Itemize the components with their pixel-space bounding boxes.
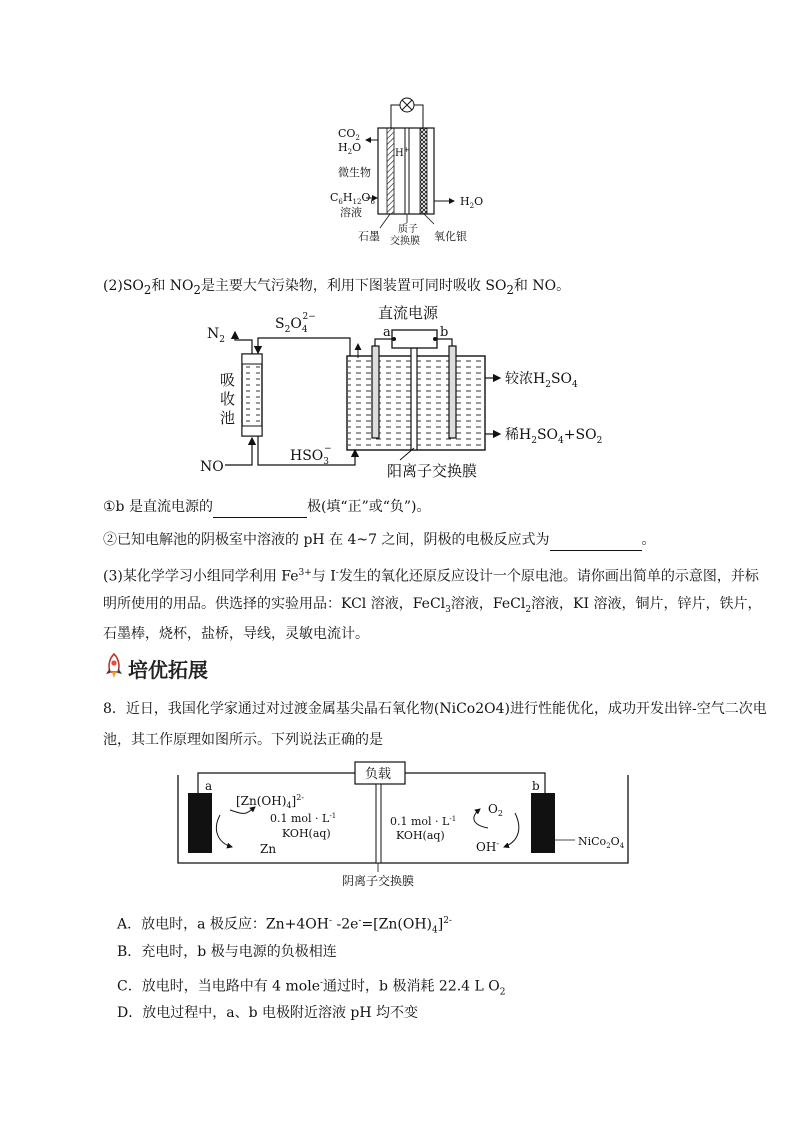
answer-blank-2[interactable]	[550, 530, 642, 551]
microbial-cell-diagram	[330, 88, 510, 253]
option-a[interactable]: A．放电时，a 极反应：Zn+4OH- $-2e^-=[Zn(OH)_4]^{2-}$	[117, 916, 452, 936]
o2-label: $O_2$	[488, 802, 503, 818]
anion-membrane-label: 阴离子交换膜	[342, 874, 415, 888]
question-8-line-2: 池，其工作原理如图所示。下列说法正确的是	[103, 732, 383, 748]
zinc-air-battery-diagram	[170, 755, 640, 895]
question-2-2: ②已知电解池的阴极室中溶液的 pH 在 4~7 之间，阴极的电极反应式为 。	[103, 530, 656, 551]
microbe-label: 微生物	[338, 166, 371, 179]
electrolysis-diagram	[195, 298, 615, 488]
graphite-label: 石墨	[358, 230, 380, 243]
absorb-label-1: 吸	[220, 371, 236, 389]
h2o-out-label: $H_2O$	[338, 141, 362, 156]
h-plus-label: H+	[395, 146, 410, 159]
h2o-right-label: $H_2O$	[460, 195, 484, 210]
cation-membrane-label: 阳离子交换膜	[387, 462, 478, 480]
section-title: 培优拓展	[128, 658, 208, 682]
dilute-h2so4-label: 稀$H_2SO_4+SO_2$	[505, 427, 603, 446]
power-supply-label: 直流电源	[378, 304, 439, 322]
question-3-line-1: (3)某化学学习小组同学利用 $Fe^{3+}$与 I-发生的氧化还原反应设计一个原电池。请你画出简单的示意图，并标	[103, 568, 759, 585]
terminal-b-label: b	[440, 325, 449, 340]
zincate-label: $[Zn(OH)_4]^{2-}$	[236, 793, 304, 810]
koh-left-conc: 0.1 mol · $L^{-1}$	[270, 812, 337, 825]
question-3-line-2: 明所使用的用品。供选择的实验用品：KCl 溶液，FeCl$_3$溶液，FeCl$_2$溶液，KI 溶液，铜片，锌片，铁片，	[103, 596, 762, 615]
answer-blank-1[interactable]	[213, 497, 307, 518]
absorb-label-2: 收	[220, 390, 236, 408]
koh-right-label: KOH(aq)	[396, 829, 445, 842]
rocket-icon	[102, 653, 126, 679]
option-c[interactable]: C．放电时，当电路中有 4 mole-通过时，b 极消耗 22.4 L $O_2$	[117, 978, 506, 998]
conc-h2so4-label: 较浓$H_2SO_4$	[505, 371, 578, 390]
question-3-line-3: 石墨棒，烧杯，盐桥，导线，灵敏电流计。	[103, 626, 369, 642]
proton-membrane-label-1: 质子	[398, 224, 418, 235]
question-2-1: ①b 是直流电源的 极(填“正”或“负”)。	[103, 497, 431, 518]
koh-right-conc: 0.1 mol · $L^{-1}$	[390, 815, 457, 828]
electrode-b-label: b	[532, 779, 540, 793]
n2-label: $N_2$	[207, 326, 225, 345]
terminal-a-label: a	[383, 325, 391, 340]
s2o4-label: $S_2O_42-$	[275, 312, 316, 335]
co2-label: $CO_2$	[338, 127, 360, 142]
option-b[interactable]: B．充电时，b 极与电源的负极相连	[117, 944, 337, 960]
question-8-line-1: 8．近日，我国化学家通过对过渡金属基尖晶石氧化物(NiCo2O4)进行性能优化，成功开发出锌-空气二次电	[103, 701, 767, 717]
nico2o4-label: $NiCo_2O_4$	[578, 835, 625, 850]
solution-label: 溶液	[340, 206, 362, 219]
silver-oxide-label: 氧化银	[434, 230, 467, 243]
zn-label: Zn	[260, 842, 277, 856]
absorb-label-3: 池	[220, 409, 236, 427]
no-label: NO	[200, 459, 224, 475]
hso3-label: $HSO_3-$	[290, 444, 332, 467]
option-d[interactable]: D．放电过程中，a、b 电极附近溶液 pH 均不变	[117, 1005, 419, 1021]
proton-membrane-label-2: 交换膜	[390, 236, 420, 247]
load-label: 负载	[365, 767, 392, 782]
question-2-intro: $(2)SO_2$和 $NO_2$是主要大气污染物，利用下图装置可同时吸收 $SO_2$和 NO。	[103, 278, 571, 297]
electrode-a-label: a	[205, 779, 213, 793]
koh-left-label: KOH(aq)	[282, 827, 331, 840]
hydroxide-label: OH-	[476, 839, 500, 854]
glucose-label: $C_6H_{12}O_6$	[330, 191, 375, 206]
